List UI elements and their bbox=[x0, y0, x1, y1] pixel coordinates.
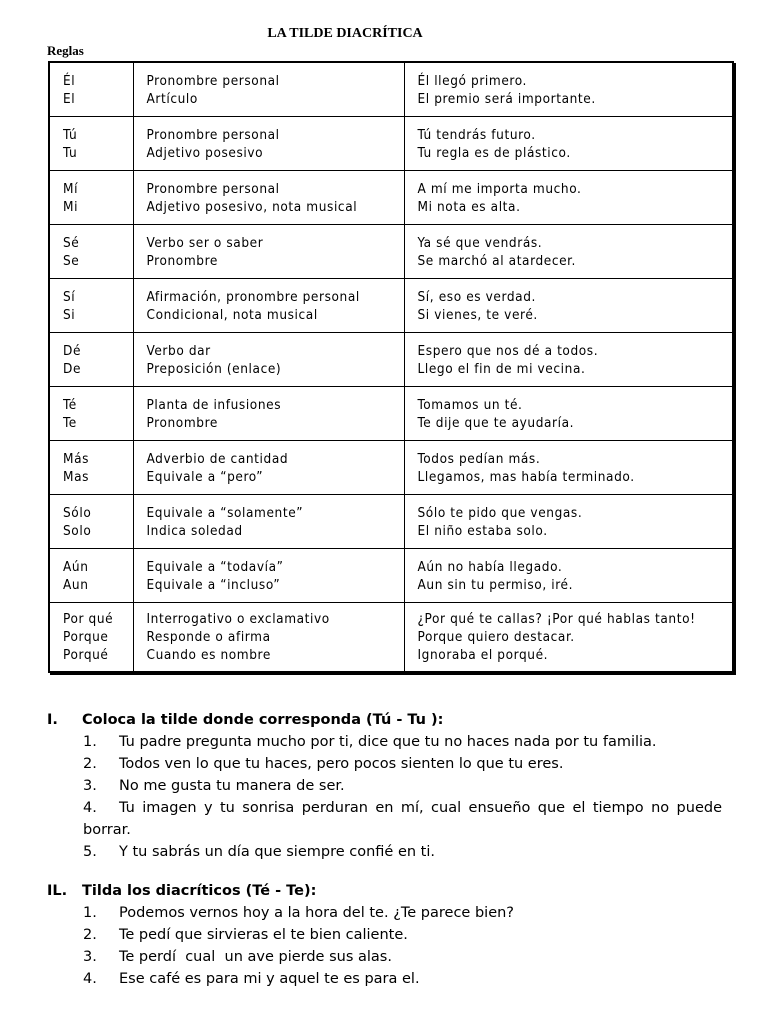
page-title: LA TILDE DIACRÍTICA bbox=[267, 26, 423, 41]
example-line: Tu regla es de plástico. bbox=[417, 144, 571, 161]
rule-row bbox=[49, 225, 733, 279]
word-line: Aun bbox=[63, 576, 89, 593]
meaning-cell bbox=[133, 62, 404, 117]
meaning-line: Pronombre bbox=[146, 252, 218, 269]
item-text: Todos ven lo que tu haces, pero pocos sienten lo que tu eres. bbox=[119, 756, 564, 772]
example-line: Sí, eso es verdad. bbox=[417, 288, 536, 305]
item-text: Tu padre pregunta mucho por ti, dice que tu no haces nada por tu familia. bbox=[119, 734, 657, 750]
word-cell bbox=[49, 441, 133, 495]
meaning-cell bbox=[133, 117, 404, 171]
word-line: Mas bbox=[63, 468, 90, 485]
exercise-section-2 bbox=[47, 880, 722, 990]
meaning-line: Afirmación, pronombre personal bbox=[146, 288, 360, 305]
meaning-line: Preposición (enlace) bbox=[146, 360, 282, 377]
exercise-heading bbox=[47, 709, 722, 731]
word-line: Dé bbox=[63, 342, 82, 359]
example-cell bbox=[404, 603, 733, 673]
item-text: No me gusta tu manera de ser. bbox=[119, 778, 345, 794]
meaning-cell bbox=[133, 495, 404, 549]
word-line: Más bbox=[63, 450, 90, 467]
exercise-item bbox=[47, 902, 722, 924]
meaning-line: Adjetivo posesivo bbox=[146, 144, 264, 161]
section-number: IL. bbox=[47, 883, 68, 899]
word-line: Porqué bbox=[63, 647, 109, 663]
item-number: 3. bbox=[83, 949, 97, 965]
example-cell bbox=[404, 171, 733, 225]
meaning-line: Indica soledad bbox=[146, 522, 243, 539]
rule-row bbox=[49, 549, 733, 603]
example-line: Tú tendrás futuro. bbox=[417, 126, 536, 143]
exercise-item bbox=[47, 753, 722, 775]
example-line: Llego el fin de mi vecina. bbox=[417, 360, 586, 377]
example-line: Aún no había llegado. bbox=[417, 558, 563, 575]
example-line: Tomamos un té. bbox=[417, 396, 523, 413]
rule-row bbox=[49, 333, 733, 387]
example-line: El niño estaba solo. bbox=[417, 522, 548, 539]
example-cell bbox=[404, 279, 733, 333]
word-cell bbox=[49, 279, 133, 333]
item-text: Podemos vernos hoy a la hora del te. ¿Te parece bien? bbox=[119, 905, 515, 921]
example-line: Se marchó al atardecer. bbox=[417, 252, 576, 269]
meaning-cell bbox=[133, 171, 404, 225]
example-line: Te dije que te ayudaría. bbox=[417, 414, 575, 431]
example-cell bbox=[404, 225, 733, 279]
word-line: Por qué bbox=[63, 611, 114, 627]
word-cell bbox=[49, 225, 133, 279]
word-line: Se bbox=[63, 252, 80, 269]
rules-table-body bbox=[49, 62, 733, 672]
word-line: Tú bbox=[63, 126, 78, 143]
example-line: El premio será importante. bbox=[417, 90, 596, 107]
word-cell bbox=[49, 171, 133, 225]
item-text: Te pedí que sirvieras el te bien caliente. bbox=[119, 927, 408, 943]
word-cell bbox=[49, 387, 133, 441]
meaning-line: Pronombre personal bbox=[146, 72, 280, 89]
example-cell bbox=[404, 549, 733, 603]
meaning-line: Cuando es nombre bbox=[146, 647, 271, 663]
example-cell bbox=[404, 62, 733, 117]
meaning-line: Verbo dar bbox=[146, 342, 211, 359]
rule-row bbox=[49, 387, 733, 441]
meaning-line: Responde o afirma bbox=[146, 629, 271, 645]
word-line: Porque bbox=[63, 629, 109, 645]
example-cell bbox=[404, 441, 733, 495]
example-line: Ignoraba el porqué. bbox=[417, 647, 549, 663]
meaning-line: Artículo bbox=[146, 90, 198, 107]
example-cell bbox=[404, 495, 733, 549]
exercise-heading bbox=[47, 880, 722, 902]
meaning-line: Equivale a “pero” bbox=[146, 468, 264, 485]
example-line: Él llegó primero. bbox=[417, 72, 527, 89]
item-number: 2. bbox=[83, 756, 97, 772]
rule-row bbox=[49, 441, 733, 495]
word-line: Solo bbox=[63, 522, 92, 539]
word-line: Té bbox=[63, 396, 77, 413]
meaning-cell bbox=[133, 333, 404, 387]
word-cell bbox=[49, 333, 133, 387]
word-cell bbox=[49, 549, 133, 603]
meaning-line: Pronombre bbox=[146, 414, 218, 431]
rule-row bbox=[49, 62, 733, 117]
word-cell bbox=[49, 495, 133, 549]
item-text: Ese café es para mi y aquel te es para el. bbox=[119, 971, 420, 987]
word-cell bbox=[49, 603, 133, 673]
word-line: El bbox=[63, 90, 76, 107]
item-number: 1. bbox=[83, 734, 97, 750]
word-line: Sé bbox=[63, 234, 80, 251]
section-title: Tilda los diacríticos (Té - Te): bbox=[82, 883, 317, 899]
example-line: Espero que nos dé a todos. bbox=[417, 342, 599, 359]
rule-row bbox=[49, 495, 733, 549]
word-line: Mi bbox=[63, 198, 79, 215]
exercise-item bbox=[47, 731, 722, 753]
meaning-line: Interrogativo o exclamativo bbox=[146, 611, 330, 627]
word-line: Él bbox=[63, 72, 76, 89]
example-line: Porque quiero destacar. bbox=[417, 629, 575, 645]
example-cell bbox=[404, 117, 733, 171]
meaning-line: Planta de infusiones bbox=[146, 396, 282, 413]
example-line: Ya sé que vendrás. bbox=[417, 234, 543, 251]
meaning-line: Equivale a “solamente” bbox=[146, 504, 304, 521]
meaning-line: Pronombre personal bbox=[146, 126, 280, 143]
word-line: Te bbox=[63, 414, 77, 431]
example-line: ¿Por qué te callas? ¡Por qué hablas tanto! bbox=[417, 611, 696, 627]
word-line: De bbox=[63, 360, 82, 377]
word-line: Sí bbox=[63, 288, 76, 305]
example-line: Todos pedían más. bbox=[417, 450, 541, 467]
meaning-cell bbox=[133, 603, 404, 673]
item-number: 4. bbox=[83, 800, 97, 816]
meaning-line: Verbo ser o saber bbox=[146, 234, 264, 251]
word-line: Aún bbox=[63, 558, 89, 575]
exercise-item bbox=[47, 775, 722, 797]
rules-table bbox=[48, 61, 734, 673]
exercise-item bbox=[47, 924, 722, 946]
meaning-line: Pronombre personal bbox=[146, 180, 280, 197]
example-cell bbox=[404, 333, 733, 387]
meaning-cell bbox=[133, 549, 404, 603]
item-text: Te perdí cual un ave pierde sus alas. bbox=[119, 949, 392, 965]
exercise-item bbox=[47, 946, 722, 968]
example-cell bbox=[404, 387, 733, 441]
exercise-item bbox=[47, 968, 722, 990]
item-number: 4. bbox=[83, 971, 97, 987]
meaning-line: Adjetivo posesivo, nota musical bbox=[146, 198, 358, 215]
example-line: Mi nota es alta. bbox=[417, 198, 521, 215]
word-line: Sólo bbox=[63, 504, 92, 521]
item-number: 3. bbox=[83, 778, 97, 794]
item-number: 5. bbox=[83, 844, 97, 860]
meaning-cell bbox=[133, 441, 404, 495]
exercise-item bbox=[47, 841, 722, 863]
example-line: Sólo te pido que vengas. bbox=[417, 504, 583, 521]
word-line: Mí bbox=[63, 180, 79, 197]
meaning-line: Equivale a “incluso” bbox=[146, 576, 281, 593]
example-line: A mí me importa mucho. bbox=[417, 180, 582, 197]
item-text: Y tu sabrás un día que siempre confié en ti. bbox=[119, 844, 435, 860]
word-line: Si bbox=[63, 306, 76, 323]
rule-row bbox=[49, 117, 733, 171]
meaning-line: Condicional, nota musical bbox=[146, 306, 318, 323]
meaning-line: Adverbio de cantidad bbox=[146, 450, 289, 467]
exercise-section-1 bbox=[47, 709, 722, 863]
word-cell bbox=[49, 117, 133, 171]
example-line: Llegamos, mas había terminado. bbox=[417, 468, 635, 485]
example-line: Aun sin tu permiso, iré. bbox=[417, 576, 574, 593]
meaning-cell bbox=[133, 225, 404, 279]
meaning-line: Equivale a “todavía” bbox=[146, 558, 284, 575]
meaning-cell bbox=[133, 279, 404, 333]
rule-row bbox=[49, 279, 733, 333]
word-cell bbox=[49, 62, 133, 117]
item-number: 2. bbox=[83, 927, 97, 943]
example-line: Si vienes, te veré. bbox=[417, 306, 538, 323]
meaning-cell bbox=[133, 387, 404, 441]
exercise-item bbox=[47, 797, 722, 841]
item-number: 1. bbox=[83, 905, 97, 921]
rule-row bbox=[49, 171, 733, 225]
item-text: Tu imagen y tu sonrisa perduran en mí, cual ensueño que el tiempo no puede borrar. bbox=[83, 800, 722, 838]
word-line: Tu bbox=[63, 144, 78, 161]
rules-label: Reglas bbox=[47, 43, 84, 58]
section-title: Coloca la tilde donde corresponda (Tú - Tu ): bbox=[82, 712, 444, 728]
section-number: I. bbox=[47, 712, 58, 728]
rule-row bbox=[49, 603, 733, 673]
